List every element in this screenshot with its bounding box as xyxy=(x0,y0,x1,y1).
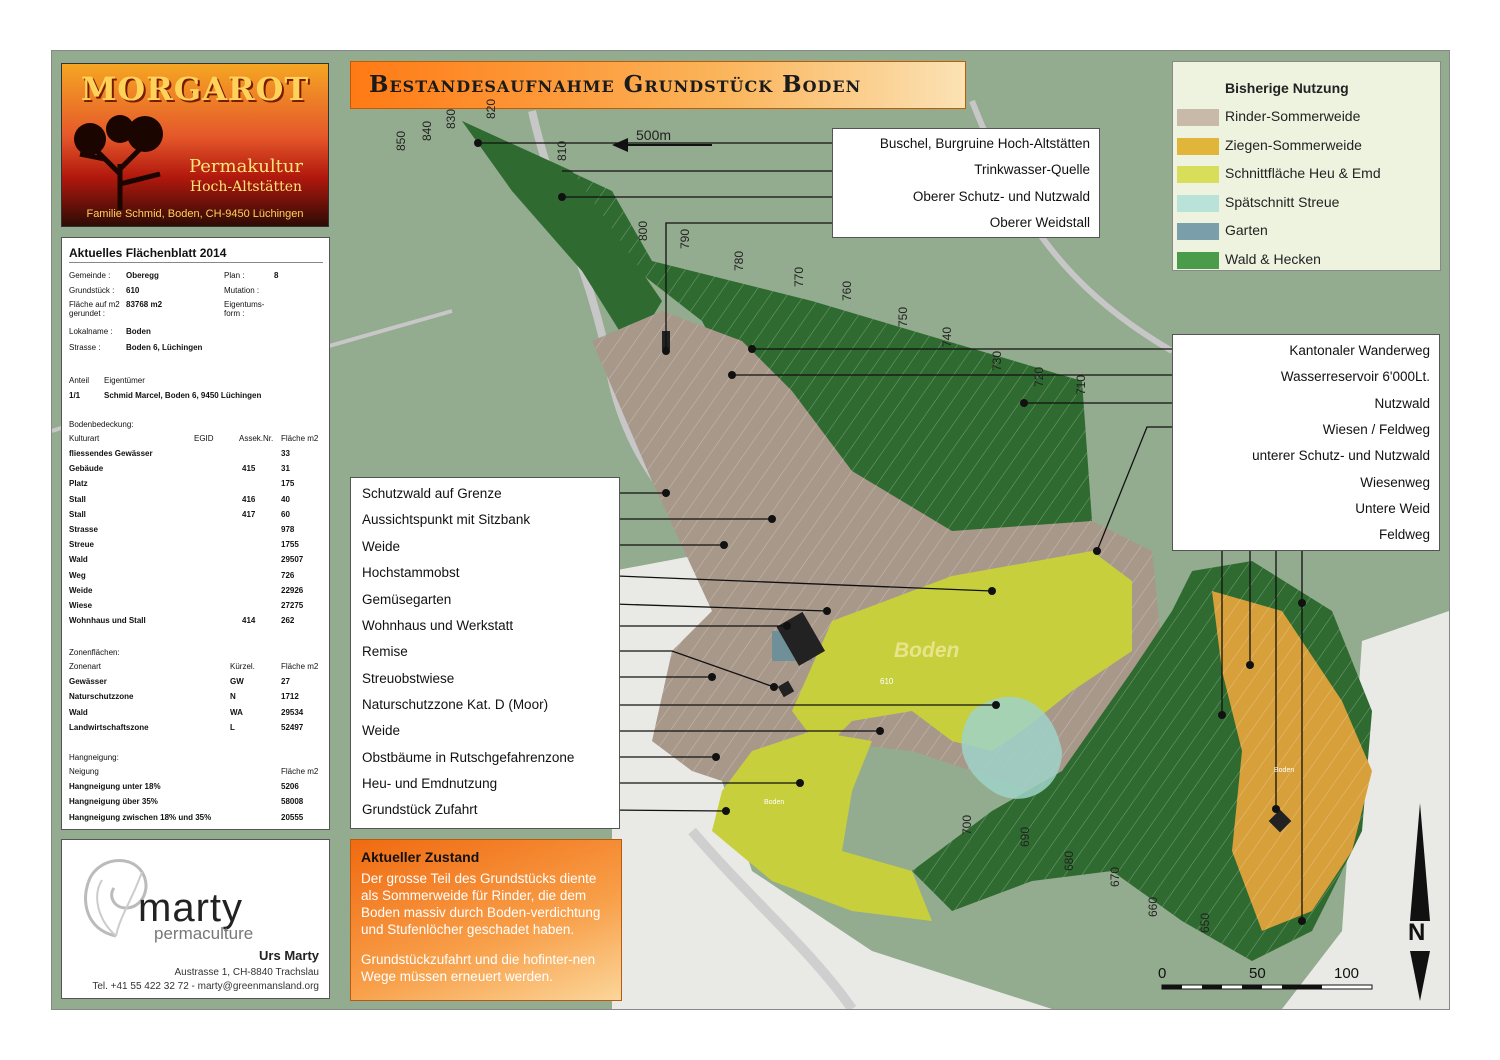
callout-label: Aussichtspunkt mit Sitzbank xyxy=(362,512,531,527)
plan-value: 8 xyxy=(274,271,279,280)
zone-header: Kürzel. xyxy=(230,662,255,671)
hang-row-area: 58008 xyxy=(281,797,304,807)
legend-swatch xyxy=(1177,166,1219,183)
contact-address: Austrasse 1, CH-8840 Trachslau xyxy=(174,967,319,978)
callout-box-left xyxy=(350,477,620,829)
legend-swatch xyxy=(1177,138,1219,155)
hang-row-area: 20555 xyxy=(281,812,304,822)
legend-swatch xyxy=(1177,223,1219,240)
legend-label: Spätschnitt Streue xyxy=(1225,193,1340,210)
eigentuemer-value: Schmid Marcel, Boden 6, 9450 Lüchingen xyxy=(104,391,262,400)
contour-label: 660 xyxy=(1146,896,1160,917)
bb-row-area: 175 xyxy=(281,479,295,489)
bb-header: EGID xyxy=(194,434,214,443)
plan-label: Plan : xyxy=(224,271,245,280)
hang-header: Neigung xyxy=(69,767,99,776)
contour-label: 820 xyxy=(484,98,498,119)
marty-subtitle: permaculture xyxy=(154,924,254,943)
flaeche-label: Fläche auf m2 gerundet : xyxy=(69,300,120,318)
callout-label: Gemüsegarten xyxy=(362,592,452,607)
current-state-box xyxy=(350,839,622,1001)
legend-label: Wald & Hecken xyxy=(1225,251,1321,267)
eigentum-label: Eigentums- form : xyxy=(224,300,265,318)
callout-label: Hochstammobst xyxy=(362,565,460,580)
area-sheet xyxy=(61,237,330,830)
bb-row-name: Strasse xyxy=(69,525,98,534)
logo-title: MORGAROT xyxy=(80,70,310,108)
callout-label: Wiesen / Feldweg xyxy=(1322,422,1430,437)
bb-header: Fläche m2 xyxy=(281,434,319,443)
zone-row-name: Wald xyxy=(69,707,88,717)
contour-label: 790 xyxy=(678,228,692,249)
lokalname-value: Boden xyxy=(126,327,151,336)
callout-box-top xyxy=(832,128,1100,238)
legend xyxy=(1172,61,1441,271)
eigentuemer-label: Eigentümer xyxy=(104,376,145,385)
logo-line1: Permakultur xyxy=(188,156,304,177)
contour-label: 690 xyxy=(1018,826,1032,847)
mutation-label: Mutation : xyxy=(224,286,260,295)
zone-row-area: 27 xyxy=(281,677,290,686)
scale-label: 50 xyxy=(1249,965,1266,982)
zone-row-code: N xyxy=(230,692,236,702)
hang-row-name: Hangneigung unter 18% xyxy=(69,782,161,791)
bb-row-area: 33 xyxy=(281,449,290,458)
hang-row-area: 5206 xyxy=(281,782,299,791)
callout-label: Heu- und Emdnutzung xyxy=(362,776,498,791)
bb-row-name: Weg xyxy=(69,570,86,580)
divider xyxy=(69,262,323,263)
strasse-label: Strasse : xyxy=(69,343,101,352)
flaeche-value: 83768 m2 xyxy=(126,300,163,309)
bb-row-assek: 415 xyxy=(242,464,256,474)
callout-label: Schutzwald auf Grenze xyxy=(362,486,502,501)
contour-label: 650 xyxy=(1198,912,1212,933)
state-paragraph: Grundstückzufahrt und die hofinter-nen Wege müssen erneuert werden. xyxy=(361,952,596,984)
morgarot-logo xyxy=(61,63,329,227)
contour-label: 730 xyxy=(990,350,1004,371)
gemeinde-label: Gemeinde : xyxy=(69,271,111,280)
scale-label: 100 xyxy=(1334,965,1360,982)
contact-name: Urs Marty xyxy=(259,948,319,963)
bb-row-name: Wald xyxy=(69,555,88,565)
bb-row-assek: 417 xyxy=(242,509,256,519)
tree-icon xyxy=(70,114,170,210)
sheet-title: Aktuelles Flächenblatt 2014 xyxy=(69,246,227,260)
logo-footer: Familie Schmid, Boden, CH-9450 Lüchingen xyxy=(86,208,304,220)
legend-title: Bisherige Nutzung xyxy=(1225,80,1349,96)
small-place-label: Boden xyxy=(1274,767,1295,774)
map-title-box xyxy=(350,61,966,109)
bb-row-name: fliessendes Gewässer xyxy=(69,449,153,458)
callout-label: Kantonaler Wanderweg xyxy=(1289,343,1430,358)
distance-label: 500m xyxy=(636,127,672,143)
scale-bar xyxy=(1162,985,1372,989)
callout-box-right xyxy=(1172,334,1440,551)
grundstueck-value: 610 xyxy=(126,286,140,295)
contour-label: 700 xyxy=(960,814,974,835)
legend-label: Ziegen-Sommerweide xyxy=(1225,136,1362,153)
callout-label: unterer Schutz- und Nutzwald xyxy=(1252,448,1430,463)
contour-label: 670 xyxy=(1108,866,1122,887)
scale-label: 0 xyxy=(1158,965,1167,982)
hang-row-name: Hangneigung zwischen 18% und 35% xyxy=(69,812,212,822)
zone-row-name: Gewässer xyxy=(69,677,107,686)
strasse-value: Boden 6, Lüchingen xyxy=(126,343,203,352)
zone-header: Fläche m2 xyxy=(281,662,319,671)
hang-label: Hangneigung: xyxy=(69,753,119,762)
contour-label: 710 xyxy=(1074,374,1088,395)
marty-wordmark: marty xyxy=(138,886,243,930)
legend-label: Rinder-Sommerweide xyxy=(1225,108,1361,124)
callout-label: Obstbäume in Rutschgefahrenzone xyxy=(362,750,575,765)
contour-label: 840 xyxy=(420,120,434,141)
grundstueck-label: Grundstück : xyxy=(69,286,115,295)
bodenbedeckung-label: Bodenbedeckung: xyxy=(69,420,134,429)
callout-label: Weide xyxy=(362,539,401,554)
contour-label: 780 xyxy=(732,250,746,271)
contour-label: 750 xyxy=(896,306,910,327)
legend-swatch xyxy=(1177,109,1219,126)
callout-label: Trinkwasser-Quelle xyxy=(974,162,1090,177)
gemeinde-value: Oberegg xyxy=(126,271,159,280)
bb-header: Assek.Nr. xyxy=(239,434,274,443)
bb-row-name: Weide xyxy=(69,585,93,595)
bb-row-area: 978 xyxy=(281,525,295,534)
marty-logo-box xyxy=(61,839,330,999)
bb-row-name: Streue xyxy=(69,540,94,550)
contour-label: 720 xyxy=(1032,366,1046,387)
bb-row-name: Stall xyxy=(69,494,86,504)
callout-label: Oberer Schutz- und Nutzwald xyxy=(912,189,1090,204)
bb-row-area: 262 xyxy=(281,616,295,626)
legend-label: Schnittfläche Heu & Emd xyxy=(1225,165,1381,182)
map-title: Bestandesaufnahme Grundstück Boden xyxy=(369,71,862,98)
north-label: N xyxy=(1408,919,1426,946)
anteil-value: 1/1 xyxy=(69,391,81,400)
callout-label: Weide xyxy=(362,723,401,738)
zone-row-code: L xyxy=(230,723,235,733)
callout-label: Remise xyxy=(362,644,408,659)
bb-row-name: Wohnhaus und Stall xyxy=(69,616,146,626)
hang-row-name: Hangneigung über 35% xyxy=(69,797,158,807)
callout-label: Feldweg xyxy=(1378,527,1430,542)
callout-label: Grundstück Zufahrt xyxy=(362,802,478,817)
contour-label: 850 xyxy=(394,130,408,151)
callout-label: Nutzwald xyxy=(1374,396,1430,411)
bb-header: Kulturart xyxy=(69,434,100,443)
bb-row-area: 726 xyxy=(281,570,295,580)
small-place-label: Boden xyxy=(764,799,785,806)
legend-label: Garten xyxy=(1225,222,1268,239)
bb-row-area: 22926 xyxy=(281,585,304,595)
bb-row-area: 60 xyxy=(281,509,290,519)
bb-row-area: 31 xyxy=(281,464,290,474)
contour-label: 830 xyxy=(444,108,458,129)
parcel-label: 610 xyxy=(880,677,894,686)
zone-row-area: 29534 xyxy=(281,707,304,717)
bb-row-assek: 416 xyxy=(242,494,256,504)
anteil-label: Anteil xyxy=(69,376,90,385)
zone-row-name: Landwirtschaftszone xyxy=(69,723,149,733)
callout-label: Untere Weid xyxy=(1355,501,1430,516)
bb-row-area: 40 xyxy=(281,494,290,504)
bb-row-area: 29507 xyxy=(281,555,304,565)
contour-label: 810 xyxy=(555,140,569,161)
zone-header: Zonenart xyxy=(69,662,102,671)
contour-label: 770 xyxy=(792,266,806,287)
bb-row-name: Stall xyxy=(69,509,86,519)
callout-label: Wiesenweg xyxy=(1360,475,1430,490)
contour-label: 800 xyxy=(636,220,650,241)
state-title: Aktueller Zustand xyxy=(361,849,480,865)
zone-row-code: GW xyxy=(230,677,244,686)
lokalname-label: Lokalname : xyxy=(69,327,113,336)
zone-row-area: 52497 xyxy=(281,723,304,733)
callout-label: Streuobstwiese xyxy=(362,671,455,686)
contact-tel: Tel. +41 55 422 32 72 - marty@greenmansland.org xyxy=(92,981,319,992)
bb-row-name: Platz xyxy=(69,479,88,489)
zonen-label: Zonenflächen: xyxy=(69,648,120,657)
state-paragraph: Der grosse Teil des Grundstücks diente als Sommerweide für Rinder, die dem Boden massiv durch Boden-verdichtung und Stufenlöcher geschadet haben. xyxy=(361,871,601,937)
zone-row-area: 1712 xyxy=(281,692,299,702)
bb-row-name: Gebäude xyxy=(69,464,104,474)
place-label: Boden xyxy=(894,639,960,662)
callout-label: Wasserreservoir 6'000Lt. xyxy=(1280,369,1430,384)
bb-row-area: 1755 xyxy=(281,540,299,550)
contour-label: 740 xyxy=(940,326,954,347)
bb-row-assek: 414 xyxy=(242,616,256,626)
legend-swatch xyxy=(1177,195,1219,212)
bb-row-name: Wiese xyxy=(69,601,93,610)
callout-label: Wohnhaus und Werkstatt xyxy=(362,618,514,633)
map-frame xyxy=(51,50,1450,1010)
hang-header: Fläche m2 xyxy=(281,767,319,776)
callout-label: Buschel, Burgruine Hoch-Altstätten xyxy=(879,136,1090,151)
callout-label: Naturschutzzone Kat. D (Moor) xyxy=(362,697,549,712)
contour-label: 680 xyxy=(1062,850,1076,871)
zone-row-code: WA xyxy=(230,707,243,717)
callout-label: Oberer Weidstall xyxy=(989,215,1090,230)
bb-row-area: 27275 xyxy=(281,601,304,610)
contour-label: 760 xyxy=(840,280,854,301)
logo-line2: Hoch-Altstätten xyxy=(189,179,303,195)
zone-row-name: Naturschutzzone xyxy=(69,692,134,702)
legend-swatch xyxy=(1177,252,1219,269)
